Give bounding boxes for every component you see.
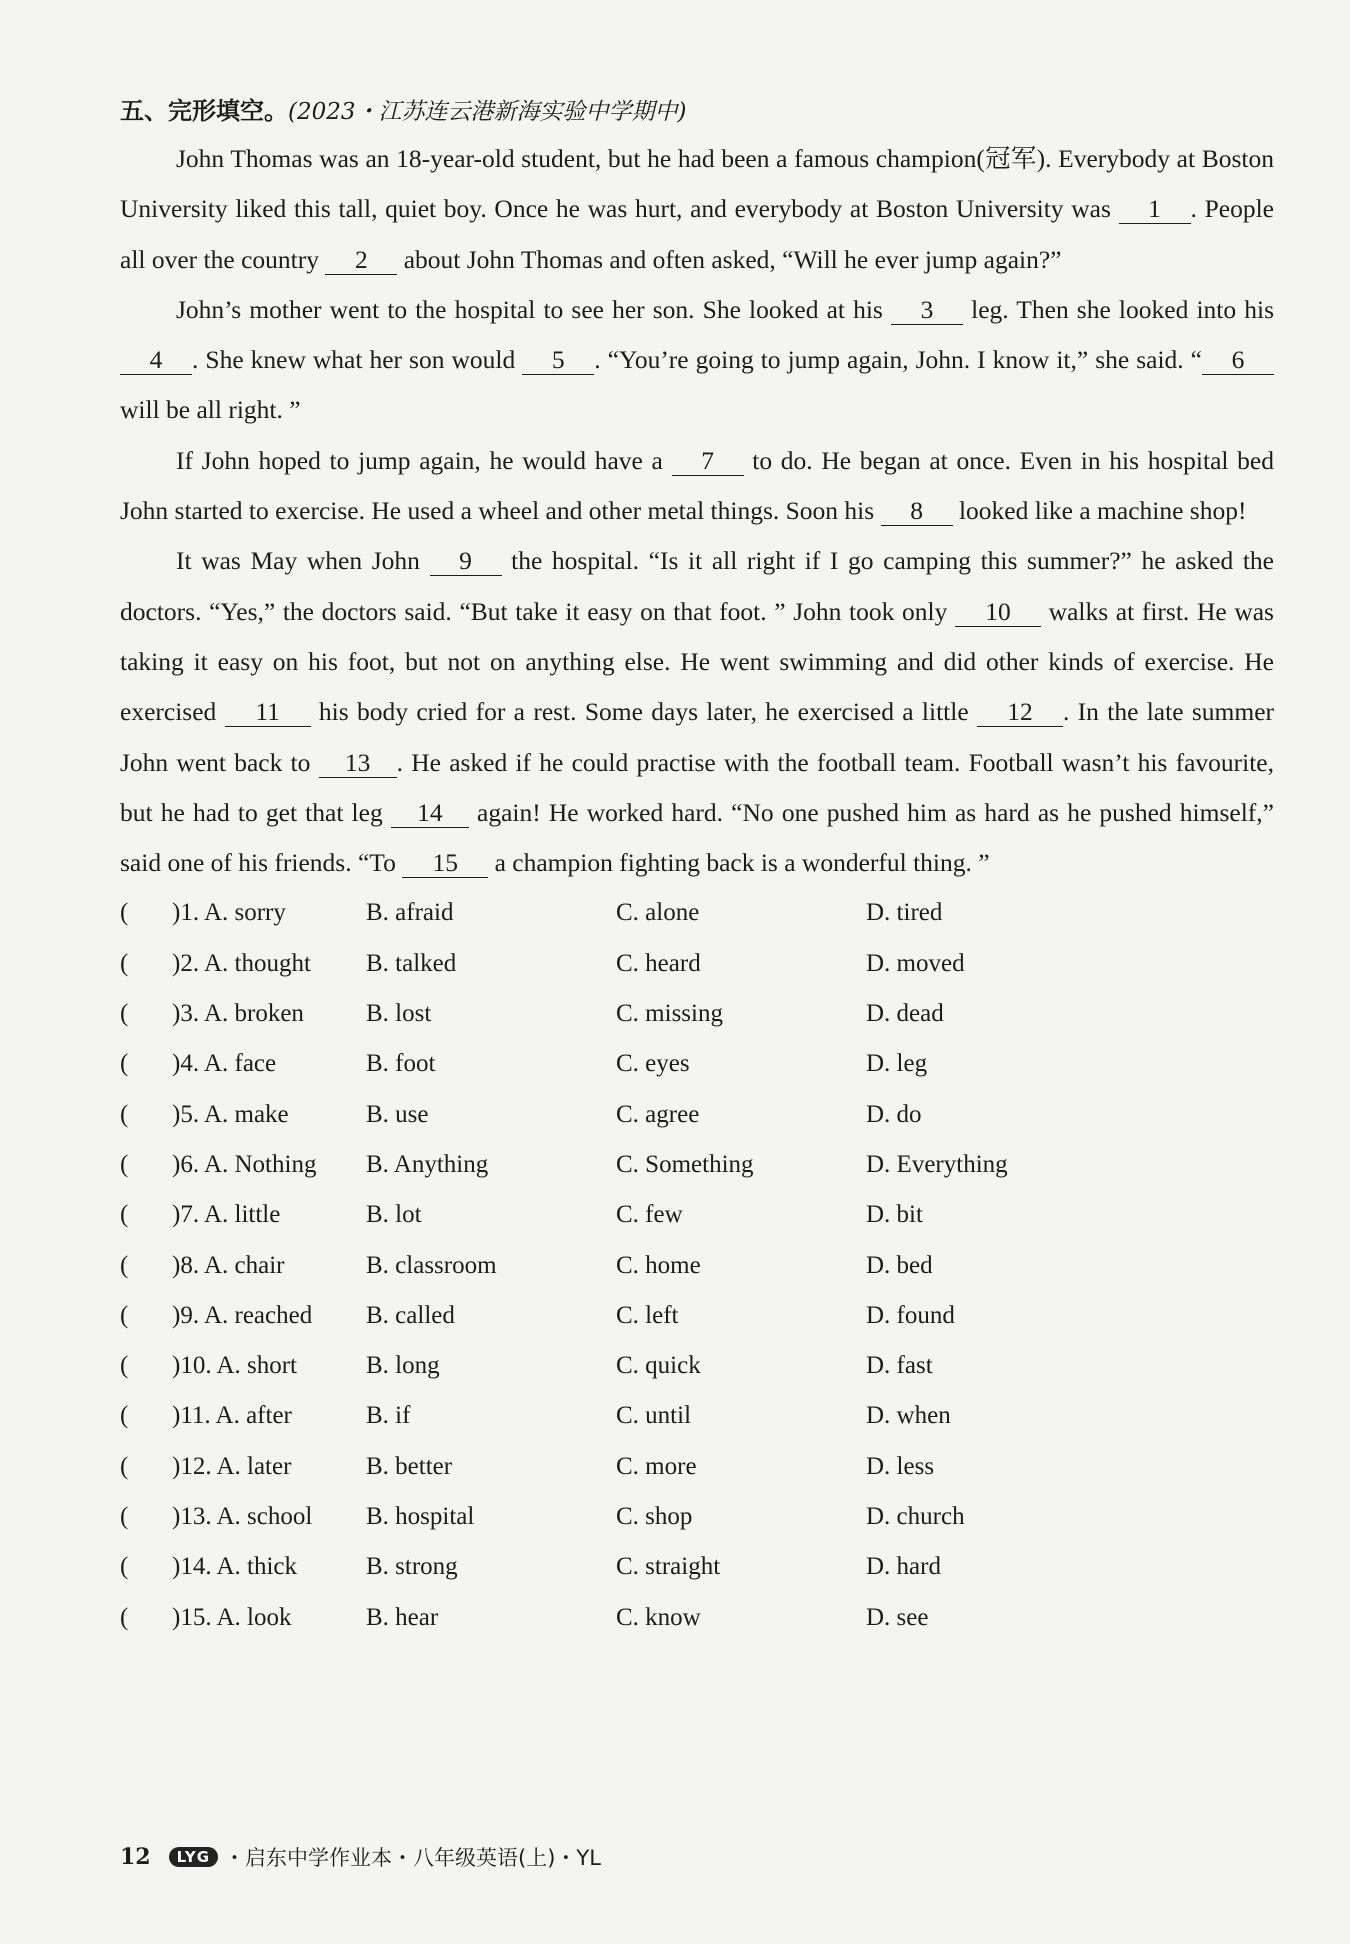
passage-text: . In the late summer John went back to xyxy=(120,697,1275,777)
passage-text: his body cried for a rest. Some days later, he exercised a little xyxy=(310,697,977,727)
option-c[interactable]: C. heard xyxy=(616,949,701,977)
passage-text: . He asked if he could practise with the football team. Football wasn’t his favourite, but he had to get that leg xyxy=(120,747,1274,827)
option-c[interactable]: C. shop xyxy=(616,1503,693,1531)
passage-text: It was May when John xyxy=(176,546,430,576)
passage-text: will be all right. ” xyxy=(120,395,301,425)
option-c[interactable]: C. until xyxy=(616,1402,692,1430)
passage-paragraph-4 xyxy=(120,536,1274,888)
passage-text: If John hoped to jump again, he would have a xyxy=(176,445,672,475)
section-title: 五、完形填空。 xyxy=(120,97,288,125)
blank-8[interactable]: 8 xyxy=(881,497,953,526)
option-row-1 xyxy=(120,888,1274,938)
section-heading xyxy=(120,88,1274,134)
passage-text: . She knew what her son would xyxy=(192,345,523,375)
passage-text: looked like a machine shop! xyxy=(952,496,1247,526)
option-b[interactable]: B. afraid xyxy=(366,899,454,927)
option-d[interactable]: D. when xyxy=(866,1402,951,1430)
publisher-logo: LYG xyxy=(169,1847,218,1867)
answer-paren[interactable]: ( xyxy=(120,899,129,927)
blank-5[interactable]: 5 xyxy=(522,346,594,375)
page-footer xyxy=(120,1842,601,1872)
option-d[interactable]: D. hard xyxy=(866,1553,941,1581)
answer-paren[interactable]: ( xyxy=(120,1150,129,1178)
blank-9[interactable]: 9 xyxy=(430,547,502,576)
option-d[interactable]: D. fast xyxy=(866,1352,933,1380)
option-c[interactable]: C. more xyxy=(616,1452,697,1480)
option-b[interactable]: B. hospital xyxy=(366,1503,475,1531)
option-a[interactable]: )8. A. chair xyxy=(172,1251,285,1279)
answer-paren[interactable]: ( xyxy=(120,1402,129,1430)
option-row-10 xyxy=(120,1341,1274,1391)
option-c[interactable]: C. quick xyxy=(616,1352,701,1380)
option-row-13 xyxy=(120,1492,1274,1542)
option-b[interactable]: B. long xyxy=(366,1352,440,1380)
passage-text: about John Thomas and often asked, “Will he ever jump again?” xyxy=(397,244,1062,274)
cloze-passage xyxy=(120,134,1274,888)
passage-text: walks at first. He was taking it easy on his foot, but not on anything else. He went swimming and did other kinds of exercise. He exercised xyxy=(120,596,1274,727)
answer-options xyxy=(120,888,1274,1642)
option-b[interactable]: B. hear xyxy=(366,1603,439,1631)
option-c[interactable]: C. home xyxy=(616,1251,701,1279)
answer-paren[interactable]: ( xyxy=(120,1000,129,1028)
answer-paren[interactable]: ( xyxy=(120,1553,129,1581)
option-c[interactable]: C. alone xyxy=(616,899,700,927)
page-number: 12 xyxy=(120,1844,151,1870)
option-c[interactable]: C. eyes xyxy=(616,1050,690,1078)
option-c[interactable]: C. left xyxy=(616,1301,679,1329)
blank-6[interactable]: 6 xyxy=(1202,346,1274,375)
option-d[interactable]: D. bed xyxy=(866,1251,933,1279)
option-row-5 xyxy=(120,1090,1274,1140)
option-b[interactable]: B. called xyxy=(366,1301,455,1329)
passage-text: John Thomas was an 18-year-old student, but he had been a famous champion(冠军). Everybody at Boston University liked this tall, quiet boy. Once he was hurt, and everybody at Boston University was xyxy=(120,144,1274,224)
option-a[interactable]: )1. A. sorry xyxy=(172,899,286,927)
option-c[interactable]: C. agree xyxy=(616,1100,700,1128)
option-a[interactable]: )11. A. after xyxy=(172,1402,292,1430)
option-b[interactable]: B. better xyxy=(366,1452,453,1480)
option-d[interactable]: D. tired xyxy=(866,899,943,927)
section-source: (2023・江苏连云港新海实验中学期中) xyxy=(288,99,687,125)
passage-paragraph-2 xyxy=(120,285,1274,436)
option-row-15 xyxy=(120,1593,1274,1643)
passage-text: leg. Then she looked into his xyxy=(962,294,1274,324)
option-b[interactable]: B. lot xyxy=(366,1201,422,1229)
option-row-8 xyxy=(120,1241,1274,1291)
option-row-7 xyxy=(120,1190,1274,1240)
option-a[interactable]: )5. A. make xyxy=(172,1100,289,1128)
option-b[interactable]: B. use xyxy=(366,1100,429,1128)
option-a[interactable]: )9. A. reached xyxy=(172,1301,313,1329)
option-a[interactable]: )13. A. school xyxy=(172,1503,313,1531)
option-a[interactable]: )7. A. little xyxy=(172,1201,281,1229)
passage-text: to do. He began at once. Even in his hospital bed John started to exercise. He used a wheel and other metal things. Soon his xyxy=(120,445,1275,526)
answer-paren[interactable]: ( xyxy=(120,1352,129,1380)
option-b[interactable]: B. lost xyxy=(366,1000,432,1028)
blank-13[interactable]: 13 xyxy=(319,749,397,778)
option-a[interactable]: )15. A. look xyxy=(172,1603,292,1631)
blank-4[interactable]: 4 xyxy=(120,346,192,375)
blank-7[interactable]: 7 xyxy=(672,447,744,476)
answer-paren[interactable]: ( xyxy=(120,1603,129,1631)
option-c[interactable]: C. know xyxy=(616,1603,701,1631)
passage-text: . “You’re going to jump again, John. I know it,” she said. “ xyxy=(594,345,1202,375)
option-row-12 xyxy=(120,1442,1274,1492)
option-d[interactable]: D. less xyxy=(866,1452,935,1480)
option-d[interactable]: D. leg xyxy=(866,1050,928,1078)
answer-paren[interactable]: ( xyxy=(120,1301,129,1329)
blank-2[interactable]: 2 xyxy=(325,246,397,275)
option-a[interactable]: )2. A. thought xyxy=(172,949,311,977)
option-a[interactable]: )3. A. broken xyxy=(172,1000,304,1028)
answer-paren[interactable]: ( xyxy=(120,1452,129,1480)
passage-text: again! He worked hard. “No one pushed him as hard as he pushed himself,” said one of his friends. “To xyxy=(120,797,1274,878)
answer-paren[interactable]: ( xyxy=(120,949,129,977)
option-b[interactable]: B. Anything xyxy=(366,1150,489,1178)
blank-14[interactable]: 14 xyxy=(391,799,469,828)
passage-text: . People all over the country xyxy=(120,194,1274,274)
blank-10[interactable]: 10 xyxy=(955,598,1041,627)
option-b[interactable]: B. strong xyxy=(366,1553,458,1581)
option-c[interactable]: C. Something xyxy=(616,1150,754,1178)
blank-11[interactable]: 11 xyxy=(225,698,311,727)
option-d[interactable]: D. do xyxy=(866,1100,922,1128)
option-row-11 xyxy=(120,1391,1274,1441)
option-row-14 xyxy=(120,1542,1274,1592)
option-d[interactable]: D. dead xyxy=(866,1000,944,1028)
option-a[interactable]: )12. A. later xyxy=(172,1452,292,1480)
option-d[interactable]: D. Everything xyxy=(866,1150,1008,1178)
option-row-4 xyxy=(120,1039,1274,1089)
option-row-9 xyxy=(120,1291,1274,1341)
passage-paragraph-1 xyxy=(120,134,1274,285)
option-a[interactable]: )4. A. face xyxy=(172,1050,277,1078)
answer-paren[interactable]: ( xyxy=(120,1201,129,1229)
option-d[interactable]: D. bit xyxy=(866,1201,923,1229)
option-row-3 xyxy=(120,989,1274,1039)
passage-paragraph-3 xyxy=(120,436,1274,537)
answer-paren[interactable]: ( xyxy=(120,1050,129,1078)
option-c[interactable]: C. few xyxy=(616,1201,683,1229)
option-a[interactable]: )10. A. short xyxy=(172,1352,297,1380)
footer-text: ・启东中学作业本・八年级英语(上)・YL xyxy=(224,1846,601,1870)
blank-12[interactable]: 12 xyxy=(977,698,1063,727)
option-c[interactable]: C. missing xyxy=(616,1000,723,1028)
blank-15[interactable]: 15 xyxy=(402,849,488,878)
option-d[interactable]: D. moved xyxy=(866,949,965,977)
option-d[interactable]: D. found xyxy=(866,1301,955,1329)
option-b[interactable]: B. if xyxy=(366,1402,411,1430)
option-d[interactable]: D. see xyxy=(866,1603,929,1631)
option-row-2 xyxy=(120,939,1274,989)
passage-text: the hospital. “Is it all right if I go camping this summer?” he asked the doctors. “Yes,” the doctors said. “But take it easy on that foot. ” John took only xyxy=(120,546,1274,626)
answer-paren[interactable]: ( xyxy=(120,1251,129,1279)
answer-paren[interactable]: ( xyxy=(120,1503,129,1531)
option-a[interactable]: )14. A. thick xyxy=(172,1553,297,1581)
answer-paren[interactable]: ( xyxy=(120,1100,129,1128)
option-a[interactable]: )6. A. Nothing xyxy=(172,1150,317,1178)
blank-1[interactable]: 1 xyxy=(1119,195,1191,224)
passage-text: a champion fighting back is a wonderful thing. ” xyxy=(488,848,990,878)
option-c[interactable]: C. straight xyxy=(616,1553,721,1581)
passage-text: John’s mother went to the hospital to see her son. She looked at his xyxy=(176,294,891,324)
option-row-6 xyxy=(120,1140,1274,1190)
blank-3[interactable]: 3 xyxy=(891,296,963,325)
option-b[interactable]: B. foot xyxy=(366,1050,436,1078)
option-b[interactable]: B. classroom xyxy=(366,1251,497,1279)
option-b[interactable]: B. talked xyxy=(366,949,457,977)
option-d[interactable]: D. church xyxy=(866,1503,965,1531)
